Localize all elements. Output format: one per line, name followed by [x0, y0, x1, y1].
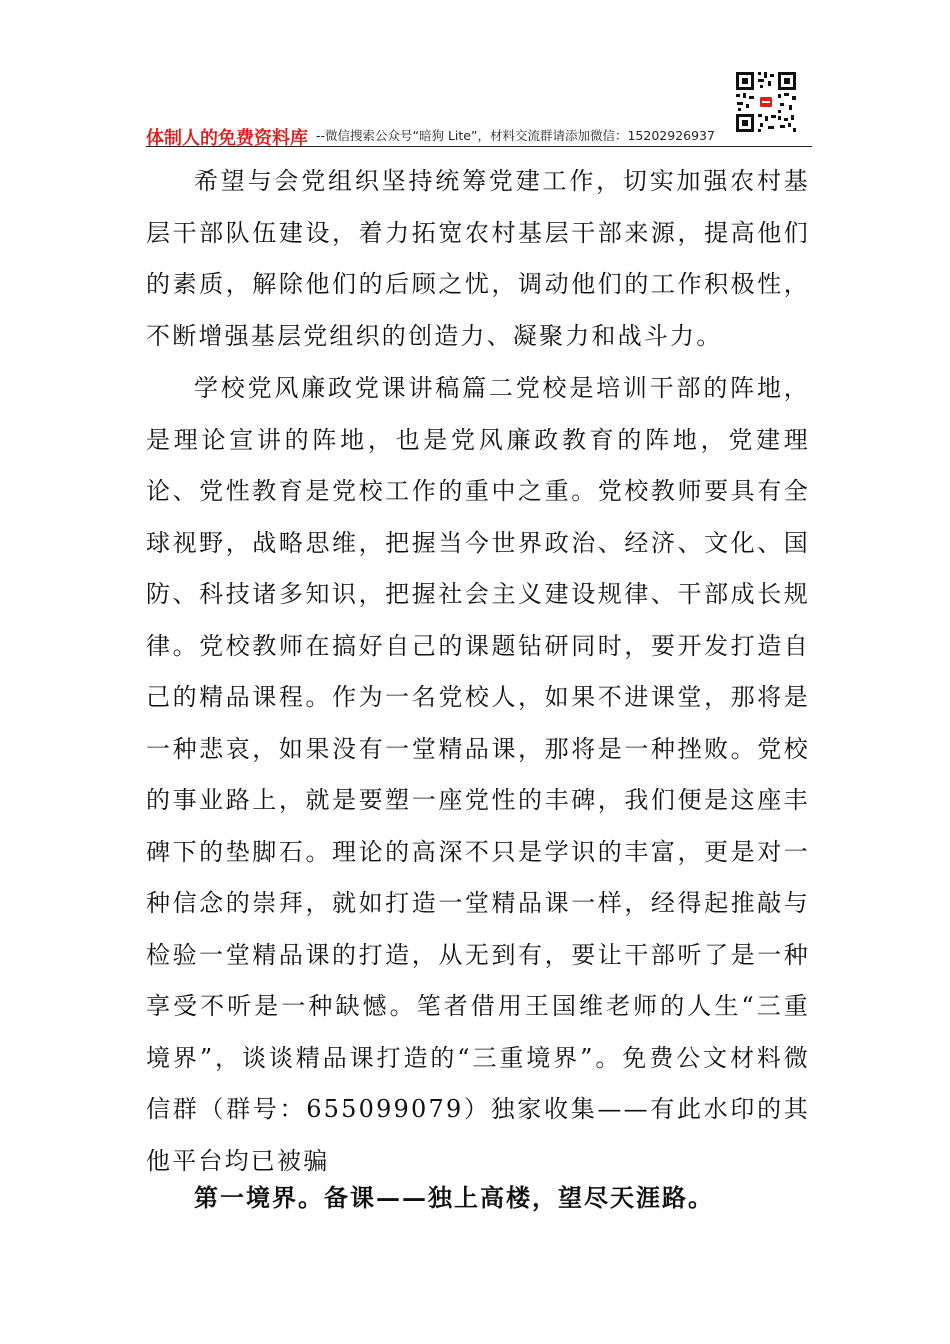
- section-heading: 第一境界。备课——独上高楼，望尽天涯路。: [194, 1183, 714, 1212]
- paragraph-1: 希望与会党组织坚持统筹党建工作，切实加强农村基层干部队伍建设，着力拓宽农村基层干部来源，提高他们的素质，解除他们的后顾之忧，调动他们的工作积极性，不断增强基层党组织的创造力、凝聚力和战斗力。: [146, 167, 810, 350]
- wechat-subtitle: --微信搜索公众号“暗狗 Lite”，材料交流群请添加微信：15202926937: [316, 128, 715, 143]
- paragraph-2: 学校党风廉政党课讲稿篇二党校是培训干部的阵地，是理论宣讲的阵地，也是党风廉政教育的阵地，党建理论、党性教育是党校工作的重中之重。党校教师要具有全球视野，战略思维，把握当今世界政治、经济、文化、国防、科技诸多知识，把握社会主义建设规律、干部成长规律。党校教师在搞好自己的课题钻研同时，要开发打造自己的精品课程。作为一名党校人，如果不进课堂，那将是一种悲哀，如果没有一堂精品课，那将是一种挫败。党校的事业路上，就是要塑一座党性的丰碑，我们便是这座丰碑下的垫脚石。理论的高深不只是学识的丰富，更是对一种信念的崇拜，就如打造一堂精品课一样，经得起推敲与检验一堂精品课的打造，从无到有，要让干部听了是一种享受不听是一种缺憾。笔者借用王国维老师的人生“三重境界”，谈谈精品课打造的“三重境界”。免费公文材料微信群（群号：655099079）独家收集——有此水印的其他平台均已被骗: [146, 374, 810, 1175]
- library-brand: 体制人的免费资料库: [146, 128, 308, 149]
- header-divider: [146, 146, 812, 147]
- page-header: [146, 70, 812, 149]
- qr-code-icon: [734, 70, 798, 134]
